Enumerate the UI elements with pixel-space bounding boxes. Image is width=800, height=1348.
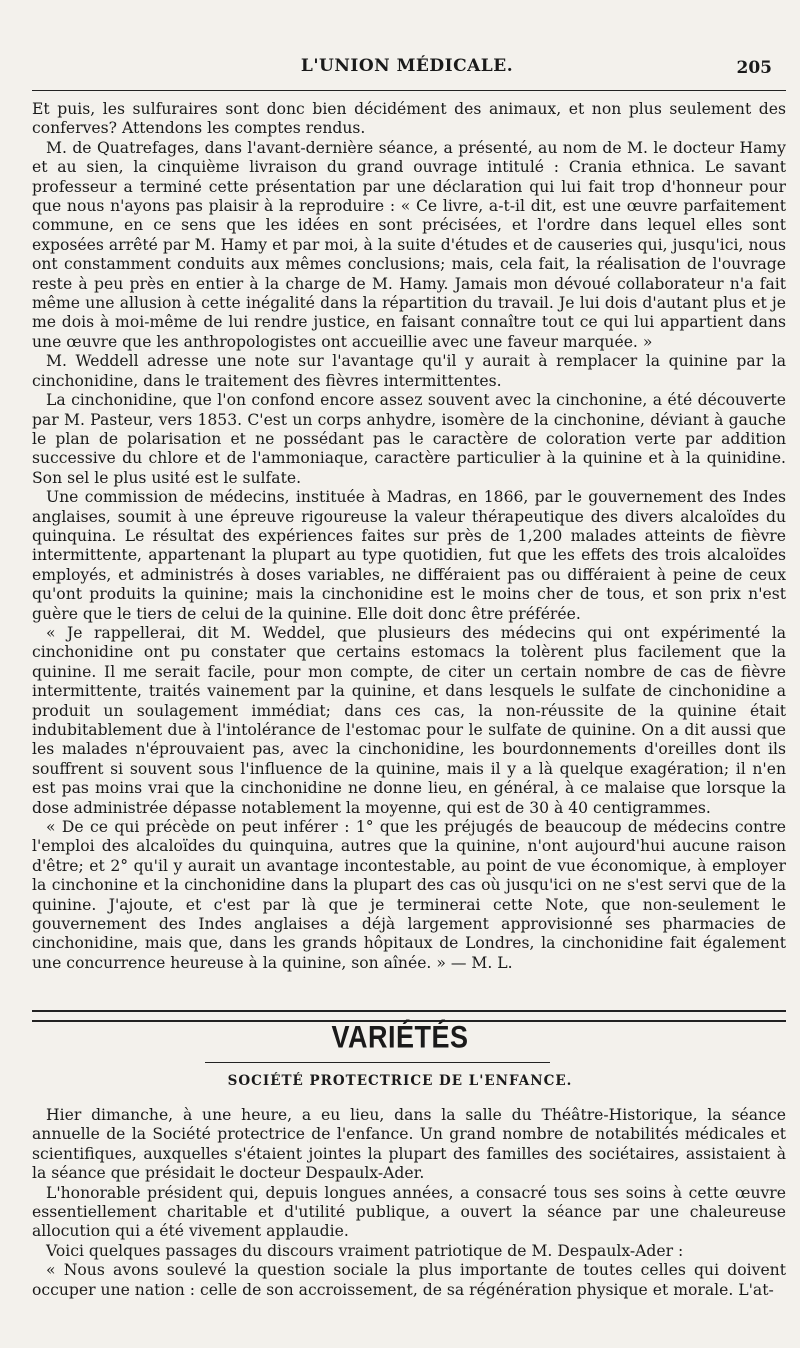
header-rule (32, 90, 786, 91)
article-body (32, 100, 786, 973)
subsection-title: SOCIÉTÉ PROTECTRICE DE L'ENFANCE. (227, 1073, 573, 1089)
section-title: VARIÉTÉS (331, 1019, 469, 1055)
paragraph-6: « Je rappellerai, dit M. Weddel, que plusieurs des médecins qui ont expérimenté la cinchonidine ont pu constater que certains estomacs la tolèrent plus facilement que la quinine. Il me serait facile, pour mon compte, de citer un certain nombre de cas de fièvre intermittente, traités vainement par la quinine, et dans lesquels le sulfate de cinchonidine a produit un soulagement immédiat; dans ces cas, la non-réussite de la quinine était indubitablement due à l'intolérance de l'estomac pour le sulfate de quinine. On a dit aussi que les malades n'éprouvaient pas, avec la cinchonidine, les bourdonnements d'oreilles dont ils souffrent si souvent sous l'influence de la quinine, mais il y a là quelque exagération; il n'en est pas moins vrai que la cinchonidine ne donne lieu, en général, à ce malaise que lorsque la dose administrée dépasse notablement la moyenne, qui est de 30 à 40 centigrammes. (32, 623, 786, 817)
section-paragraph-1: Hier dimanche, à une heure, a eu lieu, dans la salle du Théâtre-Historique, la séance annuelle de la Société protectrice de l'enfance. Un grand nombre de notabilités médicales et scientifiques, auxquelles s'étaient jointes la plupart des familles des sociétaires, assistaient à la séance que présidait le docteur Despaulx-Ader. (32, 1106, 786, 1183)
section-paragraph-4: « Nous avons soulevé la question sociale la plus importante de toutes celles qui doivent occuper une nation : celle de son accroissement, de sa régénération physique et morale. L'at- (32, 1261, 786, 1299)
section-paragraph-2: L'honorable président qui, depuis longues années, a consacré tous ses soins à cette œuvre essentiellement charitable et d'utilité publique, a ouvert la séance par une chaleureuse allocution qui a été vivement applaudie. (32, 1183, 786, 1241)
paragraph-5: Une commission de médecins, instituée à Madras, en 1866, par le gouvernement des Indes anglaises, soumit à une épreuve rigoureuse la valeur thérapeutique des divers alcaloïdes du quinquina. Le résultat des expériences faites sur près de 1,200 malades atteints de fièvre intermittente, appartenant la plupart au type quotidien, fut que les effets des trois alcaloïdes employés, et administrés à doses variables, ne différaient pas ou différaient à peine de ceux qu'ont produits la quinine; mais la cinchonidine est le moins cher de tous, et son prix n'est guère que le tiers de celui de la quinine. Elle doit donc être préférée. (32, 488, 786, 623)
paragraph-2: M. de Quatrefages, dans l'avant-dernière séance, a présenté, au nom de M. le docteur Hamy et au sien, la cinquième livraison du grand ouvrage intitulé : Crania ethnica. Le savant professeur a terminé cette présentation par une déclaration qui lui fait trop d'honneur pour que nous n'ayons pas plaisir à la reproduire : « Ce livre, a-t-il dit, est une œuvre parfaitement commune, en ce sens que les idées en sont précisées, et l'ordre dans lequel elles sont exposées arrêté par M. Hamy et par moi, à la suite d'études et de causeries qui, jusqu'ici, nous ont constamment conduits aux mêmes conclusions; mais, cela fait, la réalisation de l'ouvrage reste à peu près en entier à la charge de M. Hamy. Jamais mon dévoué collaborateur n'a fait même une allusion à cette inégalité dans la répartition du travail. Je lui dois d'autant plus et je me dois à moi-même de lui rendre justice, en faisant connaître tout ce qui lui appartient dans une œuvre que les anthropologistes ont accueillie avec une faveur marquée. » (32, 138, 786, 351)
paragraph-3: M. Weddell adresse une note sur l'avantage qu'il y aurait à remplacer la quinine par la cinchonidine, dans le traitement des fièvres intermittentes. (32, 352, 786, 390)
paragraph-1: Et puis, les sulfuraires sont donc bien décidément des animaux, et non plus seulement des conferves? Attendons les comptes rendus. (32, 100, 786, 138)
section-body (32, 1106, 786, 1300)
section-paragraph-3: Voici quelques passages du discours vraiment patriotique de M. Despaulx-Ader : (46, 1241, 684, 1260)
section-title-rule (205, 1062, 550, 1063)
running-head (32, 56, 782, 84)
running-title: L'UNION MÉDICALE. (300, 56, 514, 76)
page-number: 205 (736, 58, 772, 78)
paragraph-7: « De ce qui précède on peut inférer : 1° que les préjugés de beaucoup de médecins contre l'emploi des alcaloïdes du quinquina, autres que la quinine, n'ont aujourd'hui aucune raison d'être; et 2° qu'il y aurait un avantage incontestable, au point de vue économique, à employer la cinchonine et la cinchonidine dans la plupart des cas où jusqu'ici on ne s'est servi que de la quinine. J'ajoute, et c'est par là que je terminerai cette Note, que non-seulement le gouvernement des Indes anglaises a déjà largement approvisionné ses pharmacies de cinchonidine, mais que, dans les grands hôpitaux de Londres, la cinchonidine fait également une concurrence heureuse à la quinine, son aînée. » — M. L. (32, 818, 786, 972)
paragraph-4: La cinchonidine, que l'on confond encore assez souvent avec la cinchonine, a été découverte par M. Pasteur, vers 1853. C'est un corps anhydre, isomère de la cinchonine, déviant à gauche le plan de polarisation et ne possédant pas le caractère de coloration verte par addition successive du chlore et de l'ammoniaque, caractère particulier à la quinine et à la quinidine. Son sel le plus usité est le sulfate. (32, 391, 786, 487)
